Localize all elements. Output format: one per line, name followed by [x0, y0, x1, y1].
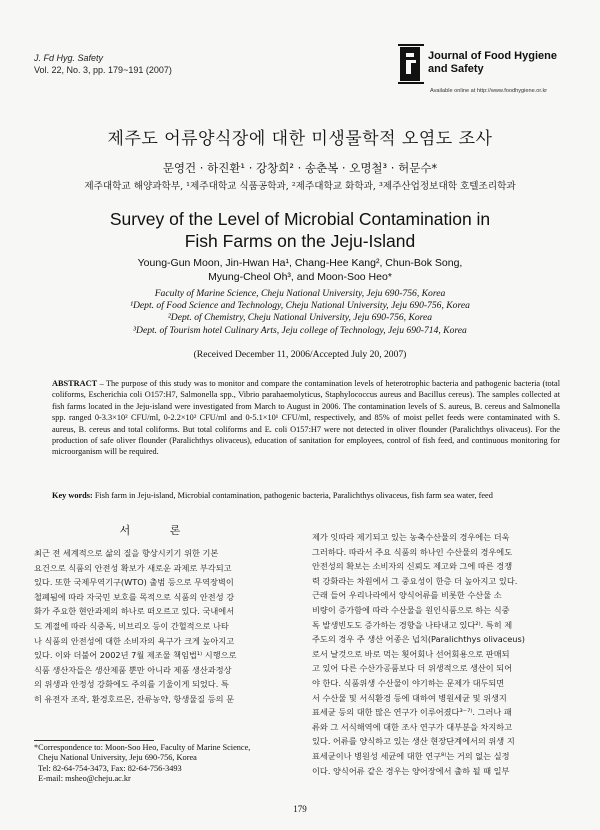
body-line: 비량이 증가함에 따라 수산물을 원인식품으로 하는 식중 [312, 604, 510, 615]
footnote-line: Cheju National University, Jeju 690-756, Korea [34, 753, 197, 763]
journal-abbrev: J. Fd Hyg. Safety [34, 53, 104, 63]
volume-info: Vol. 22, No. 3, pp. 179~191 (2007) [34, 65, 172, 75]
english-authors-line-2: Myung-Cheol Oh³, and Moon-Soo Heo* [208, 271, 392, 283]
keywords [52, 490, 560, 501]
abstract [52, 378, 560, 458]
body-line: 화가 주요한 현안과제의 하나로 떠오르고 있다. 국내에서 [34, 606, 235, 617]
affiliation-line: ²Dept. of Chemistry, Cheju National University, Jeju 690-756, Korea [167, 312, 433, 324]
body-line: 독 발생빈도도 증가하는 경향을 나타내고 있다²⁾. 특히 제 [312, 619, 513, 630]
body-line: 로서 날것으로 바로 먹는 횟어회나 선어회용으로 판매되 [312, 648, 510, 659]
body-line: 력 강화라는 차원에서 그 중요성이 한층 더 높아지고 있다. [312, 575, 518, 586]
body-line: 철폐됨에 따라 자국민 보호를 목적으로 식품의 안전성 강 [34, 591, 235, 602]
body-line: 요건으로 식품의 안전성 확보가 새로운 과제로 부각되고 [34, 562, 232, 573]
affiliation-line: Faculty of Marine Science, Cheju National University, Jeju 690-756, Korea [154, 288, 446, 299]
received-dates: (Received December 11, 2006/Accepted July 20, 2007) [193, 349, 407, 360]
body-column-left [34, 546, 296, 707]
body-line: 의 위생과 안정성 강화에도 주의를 기울이게 되었다. 특 [34, 679, 229, 690]
body-line: 류와 그 서식해역에 대한 조사 연구가 대부분을 차지하고 [312, 721, 513, 732]
body-line: 도 계절에 따라 식중독, 비브리오 등이 간헐적으로 나타 [34, 620, 229, 631]
journal-brand [398, 44, 578, 96]
footnote-line: *Correspondence to: Moon-Soo Heo, Faculty of Marine Science, [34, 743, 251, 752]
body-line: 있다. 또한 국제무역기구(WTO) 출범 등으로 무역장벽이 [34, 577, 234, 588]
page-number: 179 [293, 804, 307, 814]
abstract-label: ABSTRACT [52, 379, 98, 388]
body-line: 있다. 이와 더불어 2002년 7월 제조물 책임법¹⁾ 시행으로 [34, 650, 237, 661]
jfhs-logo-icon [398, 44, 424, 84]
brand-line-2: and Safety [428, 63, 484, 75]
keywords-label: Key words: [52, 491, 93, 500]
body-line: 표세균이나 병원성 세균에 대한 연구⁸⁾는 거의 없는 실정 [312, 750, 510, 761]
body-line: 제가 잇따라 제기되고 있는 농축수산물의 경우에는 더욱 [312, 532, 510, 542]
body-line: 있다. 어류를 양식하고 있는 생산 현장단계에서의 위생 지 [312, 736, 515, 747]
english-authors-line-1: Young-Gun Moon, Jin-Hwan Ha¹, Chang-Hee Kang², Chun-Bok Song, [137, 257, 463, 269]
english-affiliations [0, 288, 600, 337]
body-line: 서 수산물 및 서식환경 등에 대하여 병원세균 및 위생지 [312, 692, 507, 703]
korean-title: 제주도 어류양식장에 대한 미생물학적 오염도 조사 [107, 129, 493, 149]
english-title-line-1: Survey of the Level of Microbial Contamination in [109, 209, 491, 229]
affiliation-line: ³Dept. of Tourism hotel Culinary Arts, Jeju college of Technology, Jeju 690-714, Korea [133, 324, 467, 336]
body-line: 이다. 양식어류 같은 경우는 양어장에서 출하 될 때 일부 [312, 765, 510, 776]
body-line: 히 유전자 조작, 환경호르몬, 잔류농약, 항생물질 등의 문 [34, 693, 235, 704]
brand-line-1: Journal of Food Hygiene [428, 50, 557, 62]
body-line: 근래 들어 우리나라에서 양식어류를 비롯한 수산물 소 [312, 590, 502, 601]
english-authors [0, 256, 600, 284]
brand-title [428, 50, 557, 76]
abstract-text: – The purpose of this study was to monitor and compare the contamination levels of heterotrophic bacteria and pathogenic bacteria (total coliforms, Escherichia coli O157:H7, Salmonella spp., Vibrio parahaemolyticus, Staphylococcus aureus and Bacillus cereus). The samples collected at fish farms located in the Jeju-island were investigated from March to August in 2006. The contamination levels of S. aureus, B. cereus and Salmonella spp. ranged 0-3.3×10² CFU/ml, 0-2.2×10² CFU/ml and 0-5.1×10¹ CFU/ml, respectively, and 85% of moist pellet feeds were contaminated with S. aureus, B. cereus and total coliforms. But total coliforms and E. coli O157:H7 were not detected in oliver flounder (Paralichthys olivaceus). For the production of safe oliver flounder (Paralichthys olivaceus), education of sanitation for employees, control of fish feed, and continuous monitoring for microorganism will be required. [52, 379, 560, 457]
body-line: 고 있어 다른 수산가공품보다 더 위생적으로 생산이 되어 [312, 663, 513, 674]
korean-affiliations: 제주대학교 해양과학부, ¹제주대학교 식품공학과, ²제주대학교 화학과, ³제주산업정보대학 호텔조리학과 [84, 181, 516, 192]
keywords-text: Fish farm in Jeju-island, Microbial contamination, pathogenic bacteria, Paralichthys olivaceus, fish farm sea water, feed [92, 491, 493, 500]
section-heading-introduction: 서 론 [119, 524, 199, 537]
body-line: 나 식품의 안전성에 대한 소비자의 욕구가 크게 높아지고 [34, 635, 235, 646]
english-title-line-2: Fish Farms on the Jeju-Island [184, 231, 416, 251]
body-line: 식품 생산자들은 생산제품 뿐만 아니라 제품 생산과정상 [34, 664, 232, 675]
footnote-divider [34, 740, 154, 741]
body-line: 최근 전 세계적으로 삶의 질을 향상시키기 위한 기본 [34, 548, 219, 558]
body-line: 안전성의 확보는 소비자의 신뢰도 제고와 그에 따른 경쟁 [312, 561, 513, 572]
body-line: 야 한다. 식품위생 수산물이 야기하는 문제가 대두되면 [312, 677, 505, 688]
correspondence-footnote [34, 743, 294, 785]
journal-reference [34, 52, 172, 76]
body-column-right [312, 530, 574, 778]
footnote-line: E-mail: msheo@cheju.ac.kr [34, 774, 131, 784]
body-line: 표세균 등의 대한 많은 연구가 이루어졌다³⁻⁷⁾. 그러나 패 [312, 707, 512, 718]
korean-authors: 문영건 · 하진환¹ · 강창희² · 송춘복 · 오명철³ · 허문수* [162, 161, 438, 175]
footnote-line: Tel: 82-64-754-3473, Fax: 82-64-756-3493 [34, 763, 182, 773]
body-line: 그러하다. 따라서 주요 식품의 하나인 수산물의 경우에도 [312, 546, 513, 557]
english-title [0, 208, 600, 252]
body-line: 주도의 경우 주 생산 어종은 넙치(Paralichthys olivaceus) [312, 634, 525, 645]
brand-url: Available online at http://www.foodhygiene.or.kr [430, 88, 548, 94]
affiliation-line: ¹Dept. of Food Science and Technology, Cheju National University, Jeju 690-756, Korea [130, 300, 470, 312]
